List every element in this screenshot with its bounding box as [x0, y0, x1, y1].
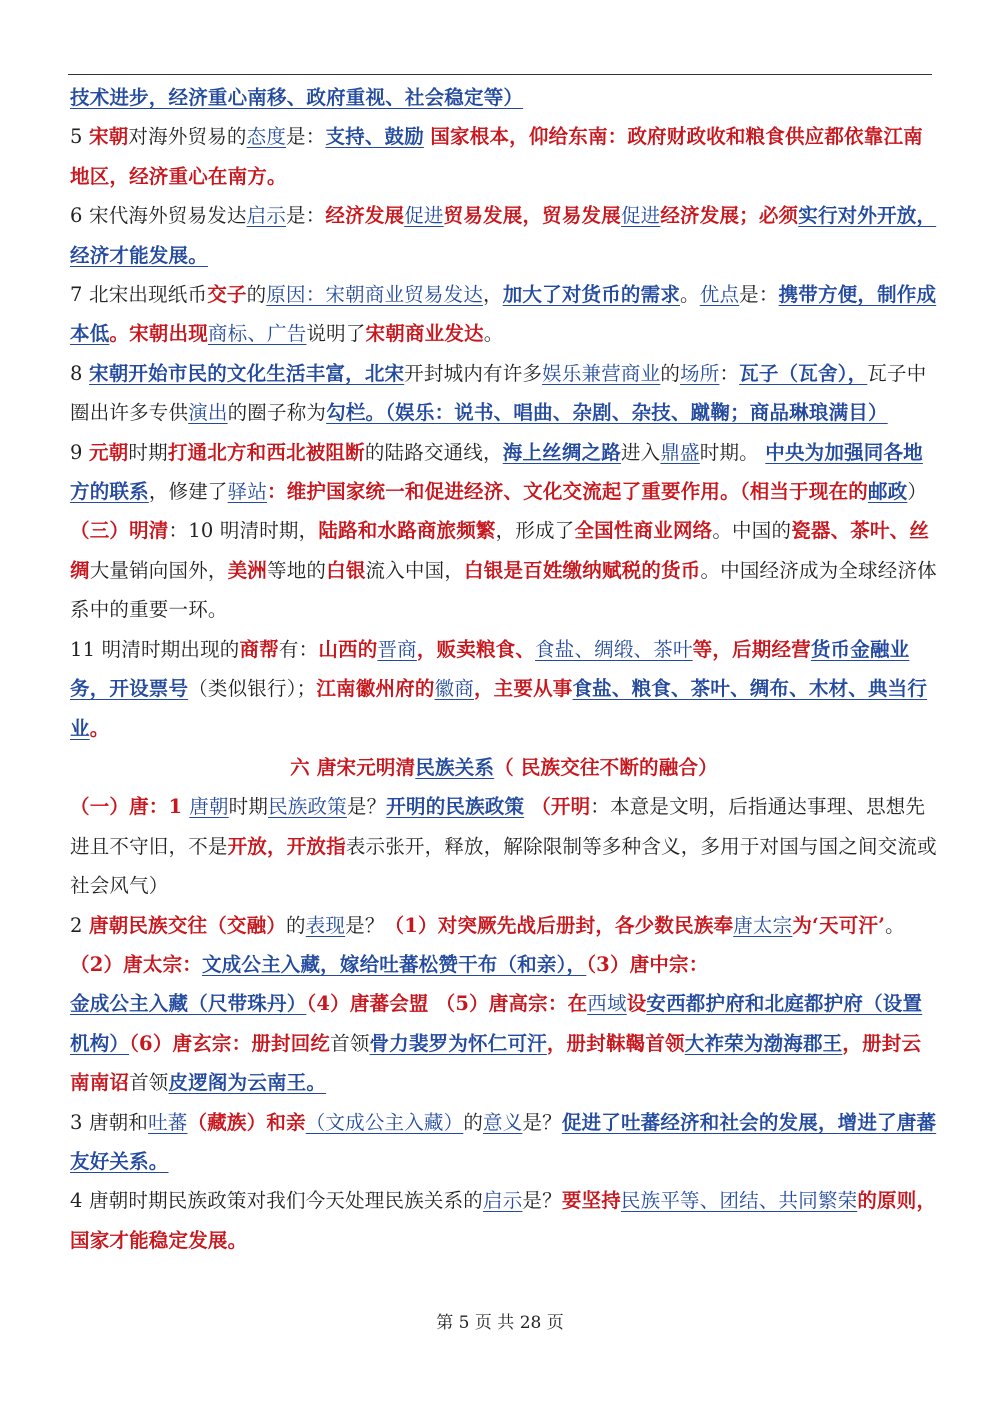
- text-fragment: 商帮: [239, 637, 279, 661]
- item-number: 8: [70, 361, 90, 385]
- text-fragment: （1）对突厥先战后册封，各少数民族奉: [384, 913, 734, 937]
- text-fragment: 西域: [587, 992, 627, 1016]
- text-fragment: 骨力裴罗为怀仁可汗: [369, 1031, 547, 1055]
- paragraph-item-11: [70, 630, 938, 748]
- text-fragment: 态度: [246, 125, 287, 149]
- item-number: 9: [70, 440, 90, 464]
- text-fragment: ，形成了: [495, 519, 575, 543]
- text-fragment: 贸易发展，贸易发展: [443, 204, 621, 228]
- text-fragment: （类似银行）；: [188, 677, 317, 701]
- text-fragment: 。: [483, 322, 504, 346]
- text-fragment: 打通北方和西北被阻断: [167, 440, 365, 464]
- paragraph-item-8: [70, 354, 938, 433]
- text-fragment: 大量销向国外，: [89, 558, 228, 582]
- text-fragment: 对海外贸易的: [128, 125, 247, 149]
- text-fragment: 首领: [330, 1031, 370, 1055]
- text-fragment: 是？: [346, 795, 387, 819]
- text-fragment: 。: [885, 913, 905, 937]
- paragraph-tang-3: [70, 1103, 938, 1182]
- text-fragment: 文成公主入藏，嫁给吐蕃松赞干布（和亲），: [201, 952, 587, 976]
- text-fragment: ，主要从事: [473, 677, 573, 701]
- text-fragment: （开明: [524, 795, 591, 819]
- text-fragment: （4）唐蕃会盟 （5）唐高宗：在: [306, 992, 588, 1016]
- text-fragment: 技术进步，经济重心南移、政府重视、社会稳定等）: [70, 86, 524, 109]
- text-fragment: 。中国经济成为全球经济体系中的重要一环。: [70, 558, 937, 622]
- text-fragment: 元朝: [89, 440, 129, 464]
- paragraph-tang-4: [70, 1181, 938, 1260]
- text-fragment: 唐朝: [189, 795, 229, 819]
- text-fragment: ，册封靺鞨首领: [546, 1031, 685, 1055]
- paragraph-tang-1: [70, 787, 938, 905]
- heading-fragment: （ 民族交往不断的融合）: [494, 755, 718, 779]
- text-fragment: 时期: [128, 440, 168, 464]
- text-fragment: 流入中国，: [365, 558, 465, 582]
- text-fragment: ，: [483, 283, 503, 307]
- text-fragment: 开明的民族政策: [386, 795, 525, 819]
- text-fragment: 鼎盛: [660, 440, 700, 464]
- item-number: 11 明清时期出现的: [70, 637, 240, 661]
- text-fragment: 宋朝: [89, 125, 129, 149]
- text-fragment: 启示: [246, 204, 287, 228]
- page-content: [70, 78, 938, 1260]
- text-fragment: 是：: [286, 125, 326, 149]
- text-fragment: 是？: [522, 1110, 562, 1134]
- section-label: （三）明清: [70, 519, 169, 543]
- text-fragment: 原因：宋朝商业贸易发达: [266, 283, 484, 307]
- text-fragment: 是？: [345, 913, 385, 937]
- text-fragment: 中央为加强同各地方的联系: [70, 440, 923, 504]
- text-fragment: 等，后期经营: [692, 637, 811, 661]
- text-fragment: 国家根本，仰给东南：政府财政收和粮食供应都依靠江南地区，经济重心在南方。: [70, 125, 923, 188]
- text-fragment: 。宋朝出现: [109, 322, 208, 346]
- paragraph-item-5: [70, 117, 938, 196]
- text-fragment: 是？: [522, 1189, 562, 1213]
- text-fragment: 有：: [278, 637, 319, 661]
- text-fragment: 陆路和水路商旅频繁: [318, 519, 496, 543]
- text-fragment: 是：: [286, 204, 326, 228]
- text-fragment: 金成公主入藏（尺带珠丹）: [70, 992, 307, 1016]
- text-fragment: （藏族）和亲: [187, 1110, 306, 1134]
- text-fragment: 吐蕃: [148, 1110, 188, 1134]
- text-fragment: 的: [463, 1110, 484, 1134]
- text-fragment: 的陆路交通线，: [364, 440, 503, 464]
- text-fragment: 食盐、绸缎、茶叶: [535, 637, 693, 661]
- text-fragment: 美洲: [227, 558, 268, 582]
- text-fragment: 的: [660, 361, 681, 385]
- text-fragment: 实行对外开放，经济才能发展。: [70, 204, 937, 267]
- paragraph-tang-2: [70, 906, 938, 1103]
- item-number: 2: [70, 913, 90, 937]
- text-fragment: 。: [89, 716, 110, 740]
- section-heading: [70, 748, 938, 787]
- text-fragment: 宋朝商业发达: [365, 322, 484, 346]
- text-fragment: 山西的: [318, 637, 378, 661]
- text-fragment: 宋朝开始市民的文化生活丰富，北宋: [89, 361, 405, 385]
- text-fragment: 场所: [680, 361, 720, 385]
- text-fragment: ，贩卖粮食、: [416, 637, 536, 661]
- text-fragment: 促进: [404, 204, 444, 228]
- item-number: 7 北宋出现纸币: [70, 283, 208, 307]
- text-fragment: （文成公主入藏）: [305, 1110, 464, 1134]
- text-fragment: 是：: [739, 283, 779, 307]
- text-fragment: 的原则，国家才能稳定发展。: [70, 1189, 937, 1252]
- paragraph-continuation: [70, 78, 938, 117]
- text-fragment: 货币金融业务，开设票号: [70, 637, 910, 701]
- text-fragment: 江南徽州府的: [316, 677, 435, 701]
- text-fragment: 说明了: [306, 322, 366, 346]
- heading-fragment: 民族关系: [415, 755, 495, 779]
- text-fragment: 皮逻阁为云南王。: [168, 1071, 327, 1095]
- paragraph-item-6: [70, 196, 938, 275]
- item-number: 5: [70, 125, 90, 149]
- text-fragment: 的: [286, 913, 306, 937]
- text-fragment: 进入: [620, 440, 661, 464]
- section-label: （一）唐：1: [70, 795, 190, 819]
- text-fragment: 开封城内有许多: [404, 361, 543, 385]
- text-fragment: 表现: [305, 913, 346, 937]
- header-rule: [68, 74, 932, 75]
- text-fragment: 交子: [207, 283, 247, 307]
- text-fragment: 徽商: [434, 677, 474, 701]
- text-fragment: 。: [680, 283, 700, 307]
- item-number: 4 唐朝时期民族政策对我们今天处理民族关系的: [70, 1189, 484, 1213]
- text-fragment: 全国性商业网络: [574, 519, 713, 543]
- text-fragment: ）: [907, 480, 928, 504]
- paragraph-item-9: [70, 433, 938, 512]
- text-fragment: 携带方便，制作成本低: [70, 283, 937, 346]
- text-fragment: ：本意是文明，后指通达事理、思想先进且不守旧，不是: [70, 795, 926, 858]
- text-fragment: ，修建了: [148, 480, 228, 504]
- text-fragment: 首领: [129, 1071, 169, 1095]
- text-fragment: 设: [626, 992, 647, 1016]
- heading-fragment: 六 唐宋元明清: [290, 755, 416, 779]
- text-fragment: 的圈子称为: [227, 401, 327, 425]
- paragraph-item-7: [70, 275, 938, 354]
- text-fragment: 优点: [699, 283, 740, 307]
- text-fragment: 唐太宗: [733, 913, 793, 937]
- text-fragment: ：: [719, 361, 740, 385]
- text-fragment: 经济发展: [325, 204, 405, 228]
- text-fragment: 意义: [483, 1110, 523, 1134]
- text-fragment: （3）唐中宗：: [586, 952, 709, 976]
- text-fragment: 的: [246, 283, 267, 307]
- text-fragment: 开放，开放指: [227, 834, 346, 858]
- text-fragment: 瓷器、茶叶、丝绸: [70, 519, 930, 582]
- text-fragment: 表示张开，释放，解除限制等多种含义，多用于对国与国之间交流或社会风气）: [70, 834, 937, 898]
- text-fragment: 民族平等、团结、共同繁荣: [620, 1189, 858, 1213]
- text-fragment: ：维护国家统一和促进经济、文化交流起了重要作用。（相当于现在的: [267, 480, 868, 504]
- text-fragment: 驿站: [227, 480, 268, 504]
- text-fragment: 瓦子中圈出许多专供: [70, 361, 927, 425]
- text-fragment: 启示: [483, 1189, 523, 1213]
- text-fragment: 促进了吐蕃经济和社会的发展，增进了唐蕃友好关系。: [70, 1110, 937, 1173]
- text-fragment: 白银是百姓缴纳赋税的货币: [464, 558, 701, 582]
- page-number-footer: 第 5 页 共 28 页: [436, 1313, 564, 1333]
- text-fragment: 促进: [620, 204, 661, 228]
- text-fragment: 支持、鼓励: [325, 125, 424, 149]
- text-fragment: 邮政: [867, 480, 908, 504]
- text-fragment: 经济发展；必须: [660, 204, 799, 228]
- text-fragment: 为‘天可汗’: [792, 913, 886, 937]
- paragraph-ming-qing: [70, 511, 938, 629]
- text-fragment: 等地的: [267, 558, 327, 582]
- text-fragment: 民族政策: [268, 795, 347, 819]
- text-fragment: 娱乐兼营商业: [542, 361, 661, 385]
- text-fragment: 食盐、粮食、茶叶、绸布、木材、典当行业: [70, 677, 928, 740]
- text-fragment: 商标、广告: [207, 322, 307, 346]
- text-fragment: 要坚持: [561, 1189, 621, 1213]
- text-fragment: 瓦子（瓦舍），: [739, 361, 868, 385]
- text-fragment: （6）唐玄宗：册封回纥: [129, 1031, 331, 1055]
- text-fragment: 加大了对货币的需求: [502, 283, 681, 307]
- text-fragment: 安西都护府和北庭都护府（设置机构）: [70, 992, 923, 1055]
- text-fragment: 时期: [228, 795, 269, 819]
- text-fragment: 演出: [188, 401, 228, 425]
- text-fragment: 时期。: [699, 440, 766, 464]
- text-fragment: 大祚荣为渤海郡王: [684, 1031, 843, 1055]
- text-fragment: 唐朝民族交往（交融）: [89, 913, 287, 937]
- text-fragment: 白银: [326, 558, 366, 582]
- text-fragment: 晋商: [377, 637, 417, 661]
- text-fragment: 海上丝绸之路: [502, 440, 621, 464]
- item-number: 3 唐朝和: [70, 1110, 149, 1134]
- text-fragment: ：10 明清时期，: [168, 519, 319, 543]
- text-fragment: ，册封云南南诏: [70, 1031, 922, 1095]
- text-fragment: 。中国的: [712, 519, 792, 543]
- text-fragment: （2）唐太宗：: [70, 952, 202, 976]
- item-number: 6 宋代海外贸易发达: [70, 204, 247, 228]
- text-fragment: 勾栏。（娱乐：说书、唱曲、杂剧、杂技、蹴鞠；商品琳琅满目）: [326, 401, 888, 425]
